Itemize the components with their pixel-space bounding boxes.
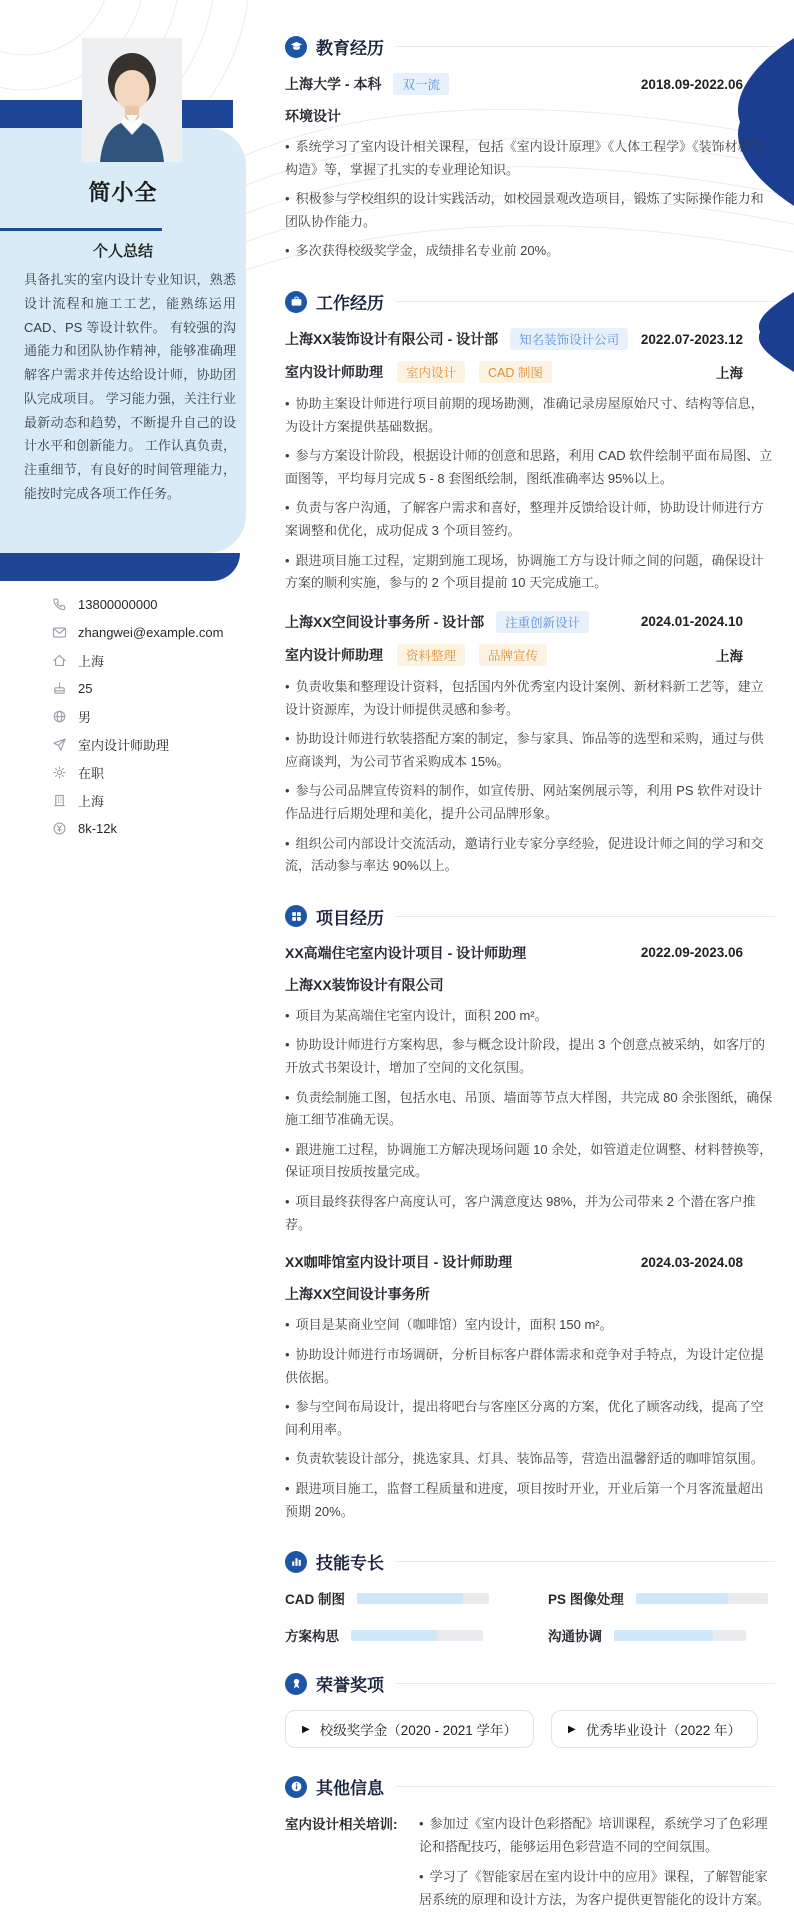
training-label: 室内设计相关培训: <box>285 1817 398 1833</box>
bullet-dot: • <box>285 1346 296 1362</box>
globe-icon <box>52 709 67 724</box>
section-skills <box>285 1549 775 1645</box>
project-entry <box>285 943 775 1236</box>
section-title: 项目经历 <box>316 908 384 928</box>
project-date: 2024.03-2024.08 <box>640 1254 743 1270</box>
contact-value: 13800000000 <box>78 596 158 612</box>
bullet-item: •协助设计师进行方案构思，参与概念设计阶段，提出 3 个创意点被采纳，如客厅的开放式书架设计，增加了空间的文化氛围。 <box>285 1037 766 1076</box>
contact-item <box>52 674 223 702</box>
project-name: XX咖啡馆室内设计项目 - 设计师助理 <box>285 1254 513 1271</box>
skill-grid <box>285 1588 775 1645</box>
contact-item <box>52 814 223 842</box>
skill-label: 方案构思 <box>285 1629 339 1645</box>
award-list <box>285 1710 775 1748</box>
bullet-item: •组织公司内部设计交流活动，邀请行业专家分享经验，促进设计师之间的学习和交流，活动参与率达 90%以上。 <box>285 835 764 874</box>
play-icon: ▶ <box>568 1723 576 1735</box>
gear-icon <box>52 765 67 780</box>
job-date: 2022.07-2023.12 <box>640 331 743 347</box>
bullet-item: •协助设计师进行市场调研，分析目标客户群体需求和竞争对手特点，为设计定位提供依据。 <box>285 1346 764 1385</box>
project-company: 上海XX空间设计事务所 <box>285 1286 430 1303</box>
skill-item <box>548 1588 775 1608</box>
play-icon: ▶ <box>302 1723 310 1735</box>
contact-item <box>52 730 223 758</box>
section-divider <box>396 916 775 917</box>
contact-value: 25 <box>78 680 93 696</box>
bullet-item: •多次获得校级奖学金，成绩排名专业前 20%。 <box>285 243 560 259</box>
phone-icon <box>52 597 67 612</box>
bullet-item: •学习了《智能家居在室内设计中的应用》课程，了解智能家居系统的原理和设计方法，为客户提供更智能化的设计方案。 <box>419 1869 771 1907</box>
bullet-item: •负责收集和整理设计资料，包括国内外优秀室内设计案例、新材料新工艺等，建立设计资源库，为设计师提供灵感和参考。 <box>285 678 764 717</box>
sidebar-bottom-band <box>0 553 240 581</box>
graduation-cap-icon <box>285 36 307 58</box>
skill-bar-fill <box>351 1630 437 1641</box>
contact-item <box>52 758 223 786</box>
contact-value: 上海 <box>78 793 105 809</box>
bullet-item: •参与方案设计阶段，根据设计师的创意和思路，利用 CAD 软件绘制平面布局图、立面图等，平均每月完成 5 - 8 套图纸绘制，图纸准确率达 95%以上。 <box>285 448 773 486</box>
skill-item <box>285 1588 512 1608</box>
birthday-icon <box>52 681 67 696</box>
job-location: 上海 <box>716 366 743 382</box>
section-title: 荣誉奖项 <box>316 1676 384 1696</box>
contact-value: 室内设计师助理 <box>78 737 170 753</box>
skill-label: 沟通协调 <box>548 1629 602 1645</box>
section-title: 教育经历 <box>316 39 384 58</box>
job-role: 室内设计师助理 <box>285 364 383 381</box>
bullet-dot: • <box>285 243 296 259</box>
section-divider <box>396 1786 775 1787</box>
job-location: 上海 <box>716 648 743 664</box>
bullet-item: •跟进项目施工，监督工程质量和进度，项目按时开业，开业后第一个月客流量超出预期 20%。 <box>285 1480 764 1519</box>
bullet-item: •协助主案设计师进行项目前期的现场勘测，准确记录房屋原始尺寸、结构等信息，为设计方案提供基础数据。 <box>285 396 764 434</box>
contact-item <box>52 702 223 730</box>
skill-bar-track <box>351 1630 483 1641</box>
bullet-dot: • <box>285 1194 296 1210</box>
bullet-dot: • <box>285 1007 296 1023</box>
bullet-item: •负责与客户沟通，了解客户需求和喜好，整理并反馈给设计师，协助设计师进行方案调整和优化，成功促成 3 个项目签约。 <box>285 500 764 539</box>
bullet-dot: • <box>285 1089 296 1105</box>
section-divider <box>396 1561 775 1562</box>
skill-label: PS 图像处理 <box>548 1592 624 1608</box>
avatar <box>82 38 182 162</box>
info-icon <box>285 1776 307 1798</box>
skill-bar-track <box>636 1593 768 1604</box>
bullet-dot: • <box>285 448 296 464</box>
section-education <box>285 34 775 263</box>
project-date: 2022.09-2023.06 <box>640 945 743 961</box>
bullet-item: •项目最终获得客户高度认可，客户满意度达 98%，并为公司带来 2 个潜在客户推荐。 <box>285 1194 756 1232</box>
job-tag: CAD 制图 <box>479 361 552 383</box>
bullet-dot: • <box>285 1037 296 1053</box>
medal-icon <box>285 1673 307 1695</box>
contact-item <box>52 618 223 646</box>
training-row <box>285 1813 775 1919</box>
job-date: 2024.01-2024.10 <box>640 614 743 630</box>
candidate-name: 简小全 <box>88 180 158 205</box>
award-pill <box>285 1710 534 1748</box>
section-work <box>285 289 775 878</box>
skill-item <box>285 1625 512 1645</box>
school-badge: 双一流 <box>393 73 449 95</box>
bullet-item: •参与空间布局设计，提出将吧台与客座区分离的方案，优化了顾客动线，提高了空间利用率。 <box>285 1399 764 1437</box>
job-entry <box>285 611 775 878</box>
section-honors <box>285 1671 775 1748</box>
mail-icon <box>52 625 67 640</box>
contact-value: zhangwei@example.com <box>78 624 224 640</box>
bullet-dot: • <box>419 1816 430 1832</box>
job-entry <box>285 328 775 595</box>
salary-icon <box>52 821 67 836</box>
bullet-item: •跟进项目施工过程，定期到施工现场，协调施工方与设计师之间的问题，确保设计方案的顺利实施，参与的 2 个项目提前 10 天完成施工。 <box>285 552 764 591</box>
contact-value: 在职 <box>78 765 105 781</box>
bullet-dot: • <box>285 191 296 207</box>
bullet-item: •参加过《室内设计色彩搭配》培训课程，系统学习了色彩理论和搭配技巧，能够运用色彩营造不同的空间氛围。 <box>419 1816 768 1854</box>
contact-item <box>52 786 223 814</box>
company-badge: 注重创新设计 <box>496 611 589 633</box>
section-divider <box>396 46 775 47</box>
grid-icon <box>285 905 307 927</box>
education-bullets <box>285 136 775 263</box>
contact-value: 上海 <box>78 653 105 669</box>
bullet-dot: • <box>285 678 296 694</box>
bullet-dot: • <box>285 835 296 851</box>
skill-item <box>548 1625 775 1645</box>
section-projects <box>285 904 775 1523</box>
summary-title: 个人总结 <box>92 243 153 260</box>
profile-photo <box>82 38 182 162</box>
bullet-dot: • <box>285 1141 296 1157</box>
job-role: 室内设计师助理 <box>285 646 383 663</box>
bullet-dot: • <box>285 1451 296 1467</box>
bullet-dot: • <box>419 1869 430 1885</box>
section-title: 其他信息 <box>316 1779 384 1799</box>
skill-bar-fill <box>636 1593 728 1604</box>
contact-list <box>52 590 223 842</box>
skill-bar-fill <box>614 1630 713 1641</box>
school-name: 上海大学 - 本科 <box>285 76 382 92</box>
section-title: 技能专长 <box>316 1554 384 1574</box>
section-other <box>285 1774 775 1919</box>
summary-text: 具备扎实的室内设计专业知识，熟悉设计流程和施工工艺，能熟练运用 CAD、PS 等设计软件。 有较强的沟通能力和团队协作精神，能够准确理解客户需求并传达给设计师，协助团队完成项目。 学习能力强，关注行业最新动态和趋势，不断提升自己的设计水平和创新能力。 工作认真负责，注重细节，有良好的时间管理能力，能按时完成各项工作任务。 <box>24 272 236 502</box>
bar-chart-icon <box>285 1551 307 1573</box>
skill-label: CAD 制图 <box>285 1592 345 1608</box>
bullet-dot: • <box>285 552 296 568</box>
bullet-item: •协助设计师进行软装搭配方案的制定，参与家具、饰品等的选型和采购，通过与供应商谈判，为公司节省采购成本 15%。 <box>285 731 764 769</box>
bullet-item: •项目为某高端住宅室内设计，面积 200 m²。 <box>285 1007 548 1023</box>
section-divider <box>396 1683 775 1684</box>
skill-bar-fill <box>357 1593 463 1604</box>
section-title: 工作经历 <box>316 294 384 314</box>
section-divider <box>396 301 775 302</box>
education-date: 2018.09-2022.06 <box>640 76 743 92</box>
job-tag: 资料整理 <box>397 644 465 666</box>
bullet-dot: • <box>285 783 296 799</box>
job-tag: 室内设计 <box>397 361 465 383</box>
bullet-item: •跟进施工过程，协调施工方解决现场问题 10 余处，如管道走位调整、材料替换等，保证项目按质按量完成。 <box>285 1141 773 1180</box>
contact-value: 男 <box>78 709 92 725</box>
bullet-dot: • <box>285 500 296 516</box>
award-pill <box>551 1710 758 1748</box>
bullet-dot: • <box>285 1399 296 1415</box>
bullet-item: •负责软装设计部分，挑选家具、灯具、装饰品等，营造出温馨舒适的咖啡馆氛围。 <box>285 1451 764 1467</box>
skill-bar-track <box>614 1630 746 1641</box>
bullet-item: •系统学习了室内设计相关课程，包括《室内设计原理》《人体工程学》《装饰材料与构造》等，掌握了扎实的专业理论知识。 <box>285 139 764 177</box>
bullet-item: •参与公司品牌宣传资料的制作，如宣传册、网站案例展示等，利用 PS 软件对设计作品进行后期处理和美化，提升公司品牌形象。 <box>285 783 763 821</box>
building-icon <box>52 793 67 808</box>
bullet-item: •项目是某商业空间（咖啡馆）室内设计，面积 150 m²。 <box>285 1317 613 1333</box>
skill-bar-track <box>357 1593 489 1604</box>
home-icon <box>52 653 67 668</box>
bullet-dot: • <box>285 1480 296 1496</box>
major-name: 环境设计 <box>285 108 341 124</box>
job-tag: 品牌宣传 <box>479 644 547 666</box>
project-entry <box>285 1252 775 1523</box>
company-name: 上海XX装饰设计有限公司 - 设计部 <box>285 331 499 348</box>
summary-panel <box>0 128 246 553</box>
contact-item <box>52 590 223 618</box>
contact-item <box>52 646 223 674</box>
award-label: 优秀毕业设计（2022 年） <box>585 1723 742 1739</box>
bullet-item: •负责绘制施工图，包括水电、吊顶、墙面等节点大样图，共完成 80 余张图纸，确保施工细节准确无误。 <box>285 1089 773 1128</box>
bullet-dot: • <box>285 139 296 154</box>
bullet-item: •积极参与学校组织的设计实践活动，如校园景观改造项目，锻炼了实际操作能力和团队协作能力。 <box>285 191 764 229</box>
contact-value: 8k-12k <box>78 820 118 836</box>
project-name: XX高端住宅室内设计项目 - 设计师助理 <box>285 944 527 961</box>
briefcase-icon <box>285 291 307 313</box>
paper-plane-icon <box>52 737 67 752</box>
award-label: 校级奖学金（2020 - 2021 学年） <box>319 1723 518 1739</box>
project-company: 上海XX装饰设计有限公司 <box>285 976 444 993</box>
bullet-dot: • <box>285 1317 296 1333</box>
bullet-dot: • <box>285 731 296 747</box>
name-underline <box>0 228 162 231</box>
company-badge: 知名装饰设计公司 <box>510 328 628 350</box>
bullet-dot: • <box>285 396 296 412</box>
main-column <box>285 34 775 1920</box>
company-name: 上海XX空间设计事务所 - 设计部 <box>285 613 485 630</box>
